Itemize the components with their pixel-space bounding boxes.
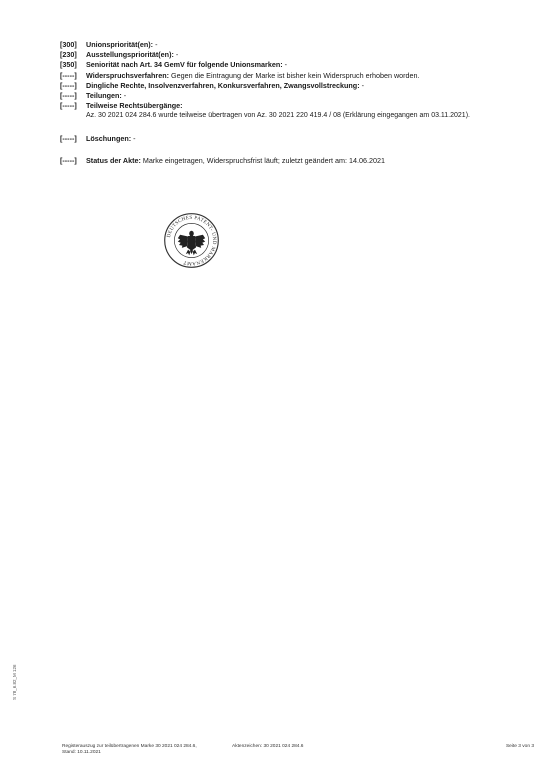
- entry-code: [230]: [60, 50, 77, 60]
- entry-value: -: [121, 91, 127, 101]
- entry-code: [-----]: [60, 80, 77, 90]
- entry-code: [-----]: [60, 91, 77, 101]
- footer-left: [62, 744, 197, 756]
- entry-label: Widerspruchsverfahren:: [86, 70, 170, 80]
- entry-label: Löschungen:: [86, 134, 132, 144]
- register-entries: [60, 40, 520, 166]
- side-marker: S 78_6.82_M 126: [12, 664, 17, 700]
- footer-date: Stand: 10.11.2021: [62, 750, 101, 755]
- footer-page-number: Seite 3 von 3: [505, 744, 534, 749]
- entry-value: Marke eingetragen, Widerspruchsfrist läuft; zuletzt geändert am: 14.06.2021: [140, 156, 385, 166]
- entry-value: -: [153, 40, 158, 49]
- footer-extract-title: Registerauszug zur teilübertragenen Marke 30 2021 024 284.6,: [62, 744, 197, 749]
- entry-value: -: [359, 80, 364, 90]
- entry-label: Seniorität nach Art. 34 GemV für folgende Unionsmarken:: [86, 60, 283, 70]
- entry-value: -: [173, 50, 179, 60]
- dpma-seal-icon: [163, 212, 220, 269]
- entry-code: [-----]: [60, 70, 77, 80]
- entry-label: Teilweise Rechtsübergänge:: [86, 101, 183, 111]
- entry-code: [-----]: [60, 134, 77, 144]
- entry-label: Status der Akte:: [86, 156, 141, 166]
- transfer-note: Az. 30 2021 024 284.6 wurde teilweise übertragen von Az. 30 2021 220 419.4 / 08 (Erklärung eingegangen am 03.11.2021).: [86, 112, 470, 120]
- entry-union-priority: [60, 40, 520, 50]
- entry-code: [-----]: [60, 101, 77, 111]
- entry-opposition: [60, 71, 520, 81]
- entry-value: -: [282, 60, 288, 70]
- entry-seniority: [60, 60, 520, 70]
- entry-exhibition-priority: [60, 50, 520, 60]
- entry-code: [300]: [60, 40, 77, 49]
- seal-text: DEUTSCHES PATENT- UND MARKENAMT: [166, 214, 218, 267]
- entry-divisions: [60, 91, 520, 101]
- entry-label: Ausstellungspriorität(en):: [86, 50, 174, 60]
- entry-code: [-----]: [60, 156, 77, 166]
- entry-value: -: [131, 134, 136, 144]
- entry-deletions: [60, 134, 520, 144]
- entry-value: Gegen die Eintragung der Marke ist bisher kein Widerspruch erhoben worden.: [169, 70, 420, 80]
- entry-label: Unionspriorität(en):: [86, 40, 154, 49]
- footer-file-number: Aktenzeichen: 30 2021 024 284.6: [232, 744, 304, 749]
- entry-label: Teilungen:: [86, 91, 122, 101]
- entry-code: [350]: [60, 60, 77, 70]
- entry-rights-insolvency: [60, 81, 520, 91]
- entry-file-status: [60, 156, 520, 166]
- entry-label: Dingliche Rechte, Insolvenzverfahren, Konkursverfahren, Zwangsvollstreckung:: [86, 80, 360, 90]
- entry-partial-transfers: [60, 101, 520, 111]
